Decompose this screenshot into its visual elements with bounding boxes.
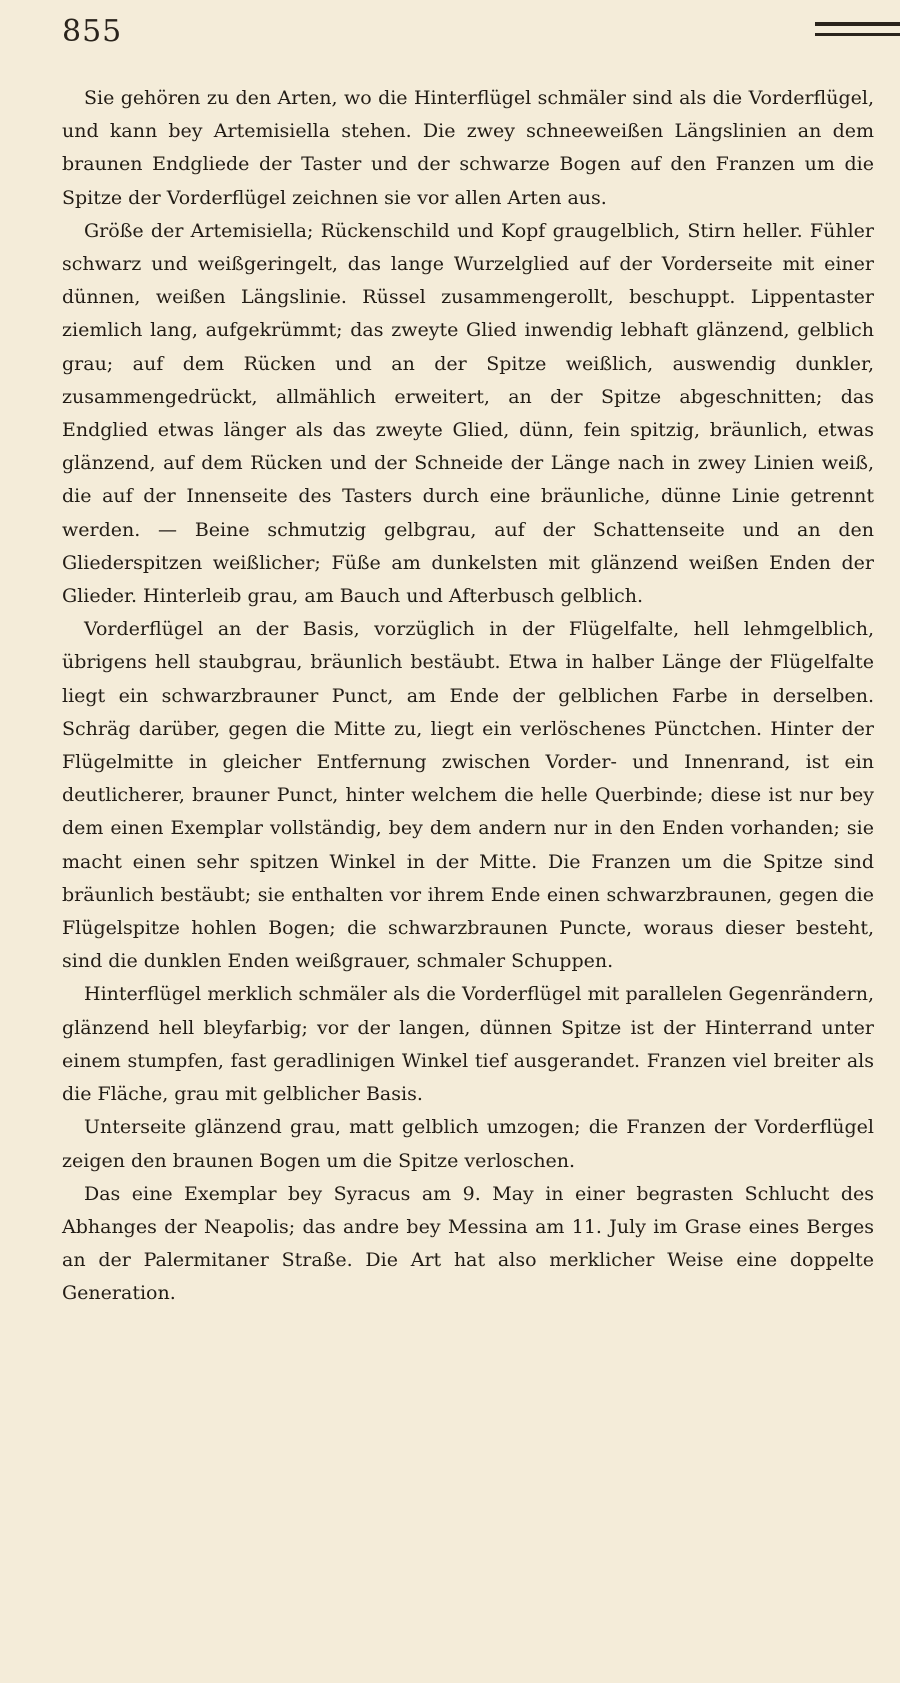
paragraph-forewings: Vorderflügel an der Basis, vorzüglich in der Flügelfalte, hell lehmgelblich, übrigens hell staubgrau, bräunlich bestäubt. Etwa in halber Länge der Flügelfalte liegt ein schwarzbrauner Punct, am Ende der gelblichen Farbe in derselben. Schräg darüber, gegen die Mitte zu, liegt ein verlöschenes Pünctchen. Hinter der Flügelmitte in gleicher Entfernung zwischen Vorder- und Innenrand, ist ein deutlicherer, brauner Punct, hinter welchem die helle Querbinde; diese ist nur bey dem einen Exemplar vollständig, bey dem andern nur in den Enden vorhanden; sie macht einen sehr spitzen Winkel in der Mitte. Die Franzen um die Spitze sind bräunlich bestäubt; sie enthalten vor ihrem Ende einen schwarzbraunen, gegen die Flügelspitze hohlen Bogen; die schwarzbraunen Puncte, woraus dieser besteht, sind die dunklen Enden weißgrauer, schmaler Schuppen. — [62, 618, 874, 973]
paragraph-hindwings: Hinterflügel merklich schmäler als die Vorderflügel mit parallelen Gegenrändern, glänzend hell bleyfarbig; vor der langen, dünnen Spitze ist der Hinterrand unter einem stumpfen, fast geradlinigen Winkel tief ausgerandet. Franzen viel breiter als die Fläche, grau mit gelblicher Basis. — [62, 983, 874, 1106]
page-body — [62, 82, 874, 1311]
page-number: 855 — [62, 14, 123, 49]
paragraph-locality: Das eine Exemplar bey Syracus am 9. May in einer begrasten Schlucht des Abhanges der Neapolis; das andre bey Messina am 11. July im Grase eines Berges an der Palermitaner Straße. Die Art hat also merklicher Weise eine doppelte Generation. — [62, 1182, 874, 1305]
paragraph-intro: Sie gehören zu den Arten, wo die Hinterflügel schmäler sind als die Vorderflügel, und kann bey Artemisiella stehen. Die zwey schneeweißen Längslinien an dem braunen Endgliede der Taster und der schwarze Bogen auf den Franzen um die Spitze der Vorderflügel zeichnen sie vor allen Arten aus. — [62, 87, 874, 209]
paragraph-body-description: Größe der Artemisiella; Rückenschild und Kopf graugelblich, Stirn heller. Fühler schwarz und weißgeringelt, das lange Wurzelglied auf der Vorderseite mit einer dünnen, weißen Längslinie. Rüssel zusammengerollt, beschuppt. Lippentaster ziemlich lang, aufgekrümmt; das zweyte Glied inwendig lebhaft glänzend, gelblich grau; auf dem Rücken und an der Spitze weißlich, auswendig dunkler, zusammengedrückt, allmählich erweitert, an der Spitze abgeschnitten; das Endglied etwas länger als das zweyte Glied, dünn, fein spitzig, bräunlich, etwas glänzend, auf dem Rücken und der Schneide der Länge nach in zwey Linien weiß, die auf der Innenseite des Tasters durch eine bräunliche, dünne Linie getrennt werden. — Beine schmutzig gelbgrau, auf der Schattenseite und an den Gliederspitzen weißlicher; Füße am dunkelsten mit glänzend weißen Enden der Glieder. Hinterleib grau, am Bauch und Afterbusch gelblich. — [62, 219, 874, 608]
paragraph-underside: Unterseite glänzend grau, matt gelblich umzogen; die Franzen der Vorderflügel zeigen den braunen Bogen um die Spitze verloschen. — [62, 1116, 874, 1172]
header-rule-line — [815, 22, 900, 26]
header-rule — [815, 22, 900, 43]
header-rule-line — [815, 33, 900, 36]
